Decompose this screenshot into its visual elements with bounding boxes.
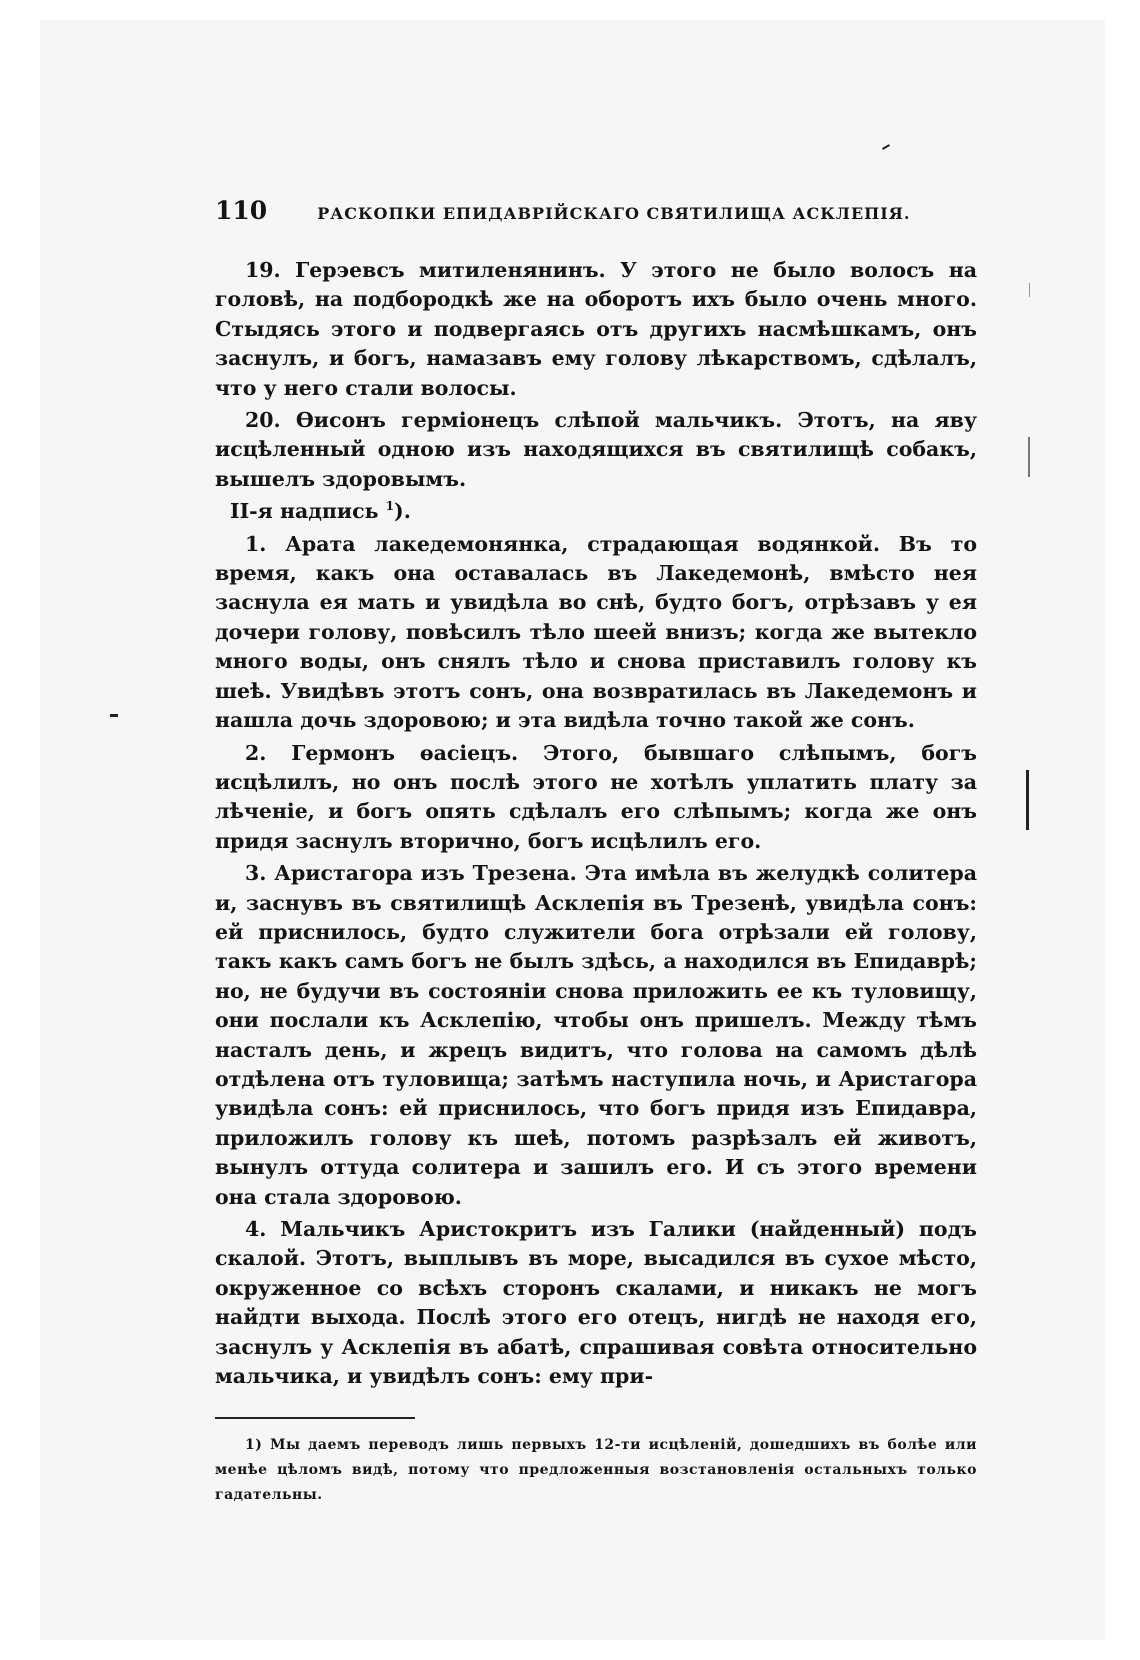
- footnote: [215, 1433, 977, 1508]
- paragraph-3: 3. Аристагора изъ Трезена. Эта имѣла въ желудкѣ солитера и, заснувъ въ святилищѣ Асклепія въ Трезенѣ, увидѣла сонъ: ей приснилось, будто служители бога отрѣзали ей голову, такъ какъ самъ богъ не былъ здѣсь, а находился въ Епидаврѣ; но, не будучи въ состояніи снова приложить ее къ туловищу, они послали къ Асклепію, чтобы онъ пришелъ. Между тѣмъ насталъ день, и жрецъ видитъ, что голова на самомъ дѣлѣ отдѣлена отъ туловища; затѣмъ наступила ночь, и Аристагора увидѣла сонъ: ей приснилось, что богъ придя изъ Епидавра, приложилъ голову къ шеѣ, потомъ разрѣзалъ ей животъ, вынулъ оттуда солитера и зашилъ его. И съ этого времени она стала здоровою.: [215, 861, 977, 1209]
- paragraph-19: 19. Герэевсъ митиленянинъ. У этого не было волосъ на головѣ, на подбородкѣ же на оборотъ ихъ было очень много. Стыдясь этого и подвергаясь отъ другихъ насмѣшкамъ, онъ заснулъ, и богъ, намазавъ ему голову лѣкарствомъ, сдѣлалъ, что у него стали волосы.: [215, 258, 977, 400]
- footnote-marker: 1): [245, 1437, 263, 1454]
- paragraph-2: 2. Гермонъ өасіецъ. Этого, бывшаго слѣпымъ, богъ исцѣлилъ, но онъ послѣ этого не хотѣлъ уплатить плату за лѣченіе, и богъ опять сдѣлалъ его слѣпымъ; когда же онъ придя заснулъ вторично, богъ исцѣлилъ его.: [215, 740, 977, 853]
- scan-mark-right-2: [1026, 770, 1029, 830]
- body-text: [215, 256, 977, 1391]
- scan-mark-right-3: [1029, 283, 1030, 297]
- section-heading-tail: .: [403, 499, 411, 524]
- paragraph-4: 4. Мальчикъ Аристокритъ изъ Галики (найденный) подъ скалой. Этотъ, выплывъ въ море, высадился въ сухое мѣсто, окруженное со всѣхъ сторонъ скалами, и никакъ не могъ найдти выхода. Послѣ этого его отецъ, нигдѣ не находя его, заснулъ у Асклепія въ абатѣ, спрашивая совѣта относительно мальчика, и увидѣлъ сонъ: ему при-: [215, 1217, 977, 1389]
- section-heading-text: II-я надпись: [230, 499, 379, 524]
- page-number: 110: [215, 196, 268, 225]
- scan-mark-right-1: [1028, 437, 1030, 477]
- scan-mark-left: [110, 714, 118, 717]
- footnote-text: Мы даемъ переводъ лишь первыхъ 12-ти исцѣленій, дошедшихъ въ болѣе или менѣе цѣломъ видѣ, потому что предложенныя возстановленія остальныхъ только гадательны.: [215, 1437, 978, 1504]
- running-head: [215, 196, 977, 236]
- section-heading: II-я надпись $^1$).: [230, 499, 411, 524]
- running-title: РАСКОПКИ ЕПИДАВРІЙСКАГО СВЯТИЛИЩА АСКЛЕПІЯ.: [317, 204, 911, 223]
- book-page: [215, 196, 977, 1522]
- paragraph-20: 20. Өисонъ герміонецъ слѣпой мальчикъ. Этотъ, на яву исцѣленный одною изъ находящихся въ святилищѣ собакъ, вышелъ здоровымъ.: [215, 408, 977, 491]
- footnote-divider: [215, 1417, 415, 1419]
- footnote-ref: 1: [385, 499, 395, 514]
- paragraph-1: 1. Арата лакедемонянка, страдающая водянкой. Въ то время, какъ она оставалась въ Лакедемонѣ, вмѣсто нея заснула ея мать и увидѣла во снѣ, будто богъ, отрѣзавъ у ея дочери голову, повѣсилъ тѣло шеей внизъ; когда же вытекло много воды, онъ снялъ тѣло и снова приставилъ голову къ шеѣ. Увидѣвъ этотъ сонъ, она возвратилась въ Лакедемонъ и нашла дочь здоровою; и эта видѣла точно такой же сонъ.: [215, 531, 977, 733]
